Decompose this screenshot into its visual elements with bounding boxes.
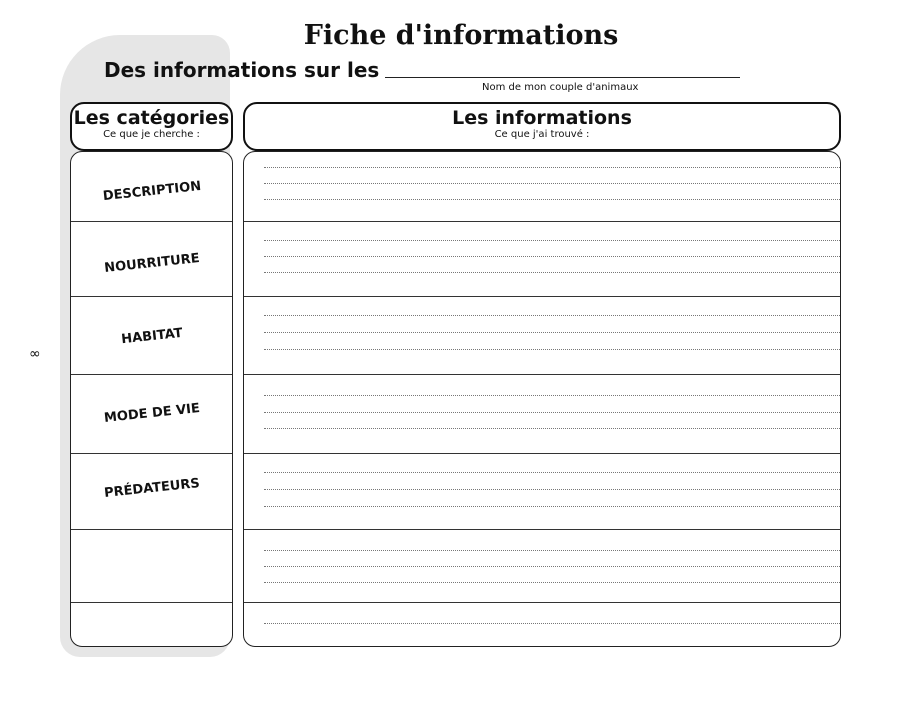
- writing-line[interactable]: [264, 315, 840, 316]
- writing-line[interactable]: [264, 566, 840, 567]
- categories-header-title: Les catégories: [73, 107, 230, 129]
- writing-line[interactable]: [264, 199, 840, 200]
- information-column[interactable]: [243, 151, 841, 647]
- category-description: DESCRIPTION: [102, 178, 202, 205]
- row-divider: [71, 453, 232, 454]
- writing-line[interactable]: [264, 256, 840, 257]
- row-divider: [244, 221, 840, 222]
- category-empty-2: [77, 609, 226, 625]
- row-divider: [71, 374, 232, 375]
- category-nourriture: NOURRITURE: [103, 251, 201, 276]
- category-mode-de-vie: MODE DE VIE: [103, 401, 201, 426]
- category-empty-1: [77, 549, 226, 565]
- row-divider: [244, 602, 840, 603]
- row-divider: [244, 296, 840, 297]
- row-divider: [71, 529, 232, 530]
- writing-line[interactable]: [264, 349, 840, 350]
- writing-line[interactable]: [264, 550, 840, 551]
- writing-line[interactable]: [264, 240, 840, 241]
- info-header-title: Les informations: [452, 107, 632, 129]
- animal-name-line[interactable]: [385, 77, 740, 78]
- row-divider: [244, 374, 840, 375]
- writing-line[interactable]: [264, 623, 840, 624]
- writing-line[interactable]: [264, 167, 840, 168]
- writing-line[interactable]: [264, 332, 840, 333]
- subject-prefix: Des informations sur les: [104, 58, 380, 82]
- categories-column: [70, 151, 233, 647]
- writing-line[interactable]: [264, 489, 840, 490]
- writing-line[interactable]: [264, 395, 840, 396]
- writing-line[interactable]: [264, 183, 840, 184]
- categories-header: [70, 102, 233, 151]
- writing-line[interactable]: [264, 582, 840, 583]
- row-divider: [71, 221, 232, 222]
- writing-line[interactable]: [264, 506, 840, 507]
- writing-line[interactable]: [264, 472, 840, 473]
- writing-line[interactable]: [264, 412, 840, 413]
- page-marker: ∞: [29, 346, 41, 362]
- writing-line[interactable]: [264, 272, 840, 273]
- info-header: [243, 102, 841, 151]
- animal-name-caption: Nom de mon couple d'animaux: [482, 82, 639, 93]
- categories-header-subtitle: Ce que je cherche :: [103, 129, 200, 140]
- writing-line[interactable]: [264, 428, 840, 429]
- row-divider: [71, 296, 232, 297]
- row-divider: [244, 453, 840, 454]
- page-title: Fiche d'informations: [303, 20, 619, 51]
- category-predateurs: PRÉDATEURS: [103, 476, 201, 501]
- row-divider: [244, 529, 840, 530]
- category-habitat: HABITAT: [120, 325, 184, 348]
- info-header-subtitle: Ce que j'ai trouvé :: [494, 129, 590, 140]
- row-divider: [71, 602, 232, 603]
